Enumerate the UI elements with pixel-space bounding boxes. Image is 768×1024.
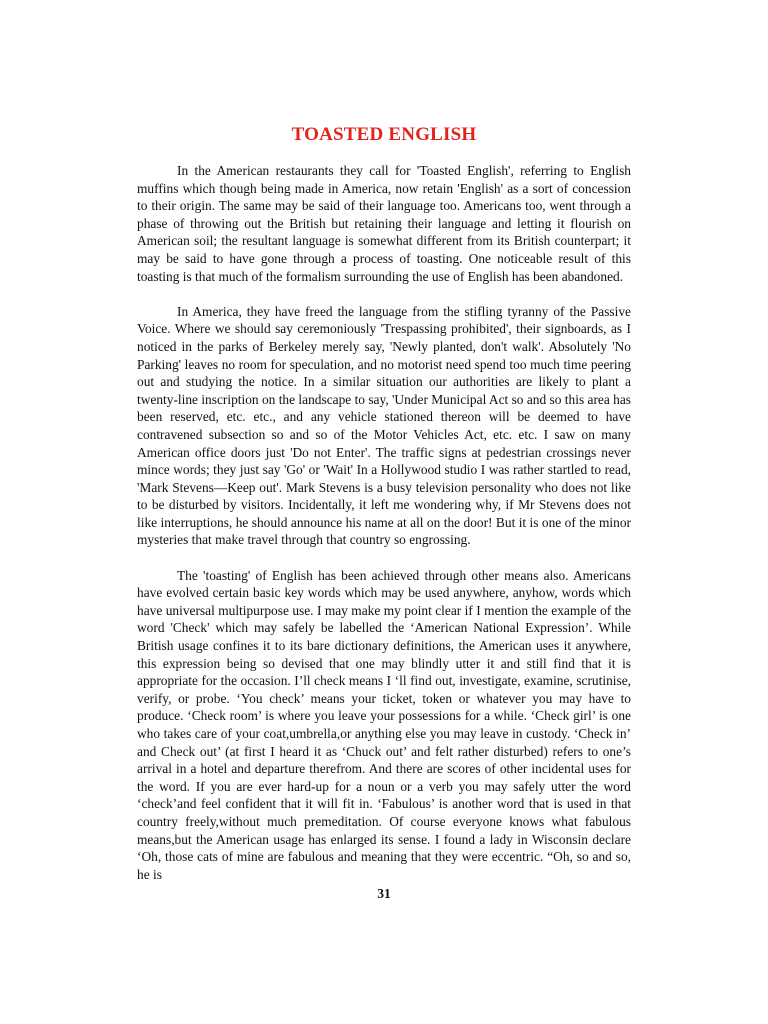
- paragraph-2: In America, they have freed the language from the stifling tyranny of the Passive Voice. Where we should say ceremoniously 'Trespassing prohibited', their signboards, as I noticed in the parks of Berkeley merely say, 'Newly planted, don't walk'. Absolutely 'No Parking' leaves no room for speculation, and no motorist need spend too much time peering out and studying the notice. In a similar situation our authorities are likely to plant a twenty-line inscription on the landscape to say, 'Under Municipal Act so and so this area has been reserved, etc. etc., and any vehicle stationed thereon will be deemed to have contravened subsection so and so of the Motor Vehicles Act, etc. etc. I saw on many American office doors just 'Do not Enter'. The traffic signs at pedestrian crossings never mince words; they just say 'Go' or 'Wait' In a Hollywood studio I was rather startled to read, 'Mark Stevens—Keep out'. Mark Stevens is a busy television personality who does not like to be disturbed by visitors. Incidentally, it left me wondering why, if Mr Stevens does not like interruptions, he should announce his name at all on the door! But it is one of the minor mysteries that make travel through that country so engrossing.: [137, 303, 631, 548]
- page-number: 31: [377, 886, 391, 901]
- chapter-body: [137, 162, 631, 901]
- paragraph-3: The 'toasting' of English has been achieved through other means also. Americans have evolved certain basic key words which may be used anywhere, anyhow, words which have universal multipurpose use. I may make my point clear if I mention the example of the word 'Check' which may safely be labelled the ‘American National Expression’. While British usage confines it to its bare dictionary definitions, the American uses it anywhere, this expression being so devised that one may blindly utter it and still find that it is appropriate for the occasion. I’ll check means I ‘ll find out, investigate, examine, scrutinise, verify, or probe. ‘You check’ means your ticket, token or whatever you may have to produce. ‘Check room’ is where you leave your possessions for a while. ‘Check girl’ is one who takes care of your coat,umbrella,or anything else you may leave in custody. ‘Check in’ and Check out’ (at first I heard it as ‘Chuck out’ and felt rather disturbed) refers to one’s arrival in a hotel and departure therefrom. And there are scores of other incidental uses for the word. If you are ever hard-up for a noun or a verb you may safely utter the word ‘check’and feel confident that it will fit in. ‘Fabulous’ is another word that is used in that country freely,without much premeditation. Of course everyone knows what fabulous means,but the American usage has enlarged its sense. I found a lady in Wisconsin declare ‘Oh, those cats of mine are fabulous and meaning that they were eccentric. “Oh, so and so, he is: [137, 567, 631, 882]
- chapter-title: TOASTED ENGLISH: [291, 124, 477, 145]
- paragraph-1: In the American restaurants they call for 'Toasted English', referring to English muffins which though being made in America, now retain 'English' as a sort of concession to their origin. The same may be said of their language too. Americans too, went through a phase of throwing out the British but retaining their language and letting it flourish on American soil; the resultant language is somewhat different from its British counterpart; it may be said to have gone through a process of toasting. One noticeable result of this toasting is that much of the formalism surrounding the use of English has been abandoned.: [137, 163, 631, 284]
